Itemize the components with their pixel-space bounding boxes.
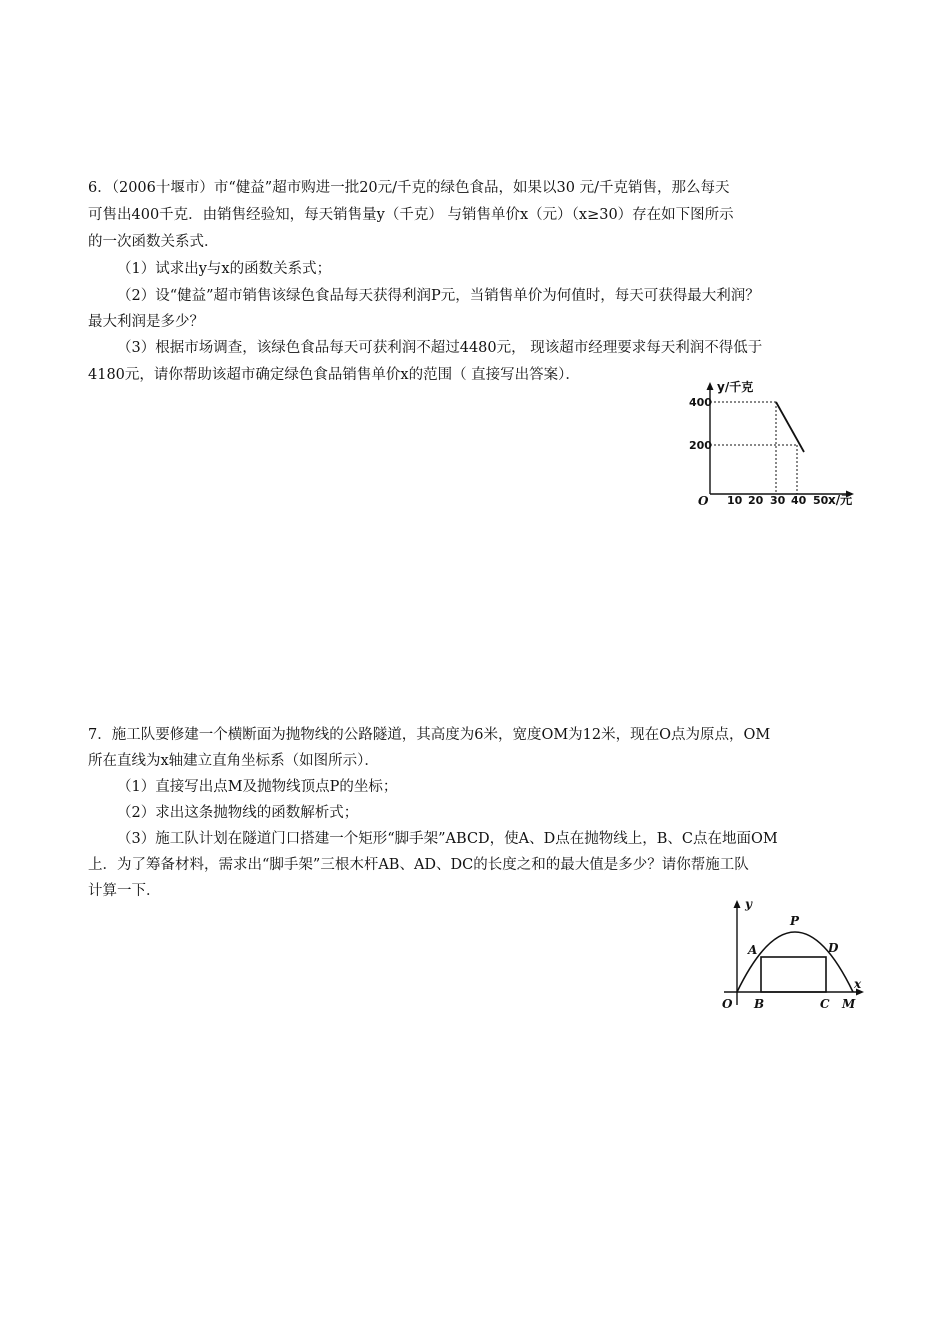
q6-y-tick-400: 400 bbox=[689, 396, 712, 409]
q7-part-2: （2）求出这条抛物线的函数解析式； bbox=[117, 805, 359, 821]
q6-x-tick-30: 30 bbox=[770, 494, 786, 507]
q6-line-6: 最大利润是多少？ bbox=[88, 314, 204, 330]
q7-label-M: M bbox=[842, 997, 856, 1011]
q7-label-C: C bbox=[820, 997, 830, 1011]
q6-x-tick-10: 10 bbox=[727, 494, 743, 507]
q6-part-1: （1）试求出y与x的函数关系式； bbox=[117, 261, 332, 277]
q6-y-arrow bbox=[707, 382, 714, 390]
q6-line-1: 6．（2006十堰市）市“健益”超市购进一批20元/千克的绿色食品，如果以30 元/千克销售，那么每天 bbox=[88, 180, 730, 196]
q6-x-tick-50: 50 bbox=[813, 494, 829, 507]
q6-origin-label: O bbox=[698, 494, 709, 508]
q7-line-6: 上．为了筹备材料，需求出“脚手架”三根木杆AB、AD、DC的长度之和的最大值是多少？请你帮施工队 bbox=[88, 857, 749, 873]
q6-part-2: （2）设“健益”超市销售该绿色食品每天获得利润P元，当销售单价为何值时，每天可获得最大利润？ bbox=[117, 288, 760, 304]
q6-x-tick-40: 40 bbox=[791, 494, 807, 507]
q6-x-axis-label: x/元 bbox=[828, 493, 853, 507]
q6-line-2: 可售出400千克．由销售经验知，每天销售量y（千克） 与销售单价x（元）（x≥30）存在如下图所示 bbox=[88, 207, 734, 223]
q7-line-1: 7．施工队要修建一个横断面为抛物线的公路隧道，其高度为6米，宽度OM为12米，现在O点为原点，OM bbox=[88, 727, 771, 743]
q6-graph bbox=[689, 376, 872, 508]
q7-line-7: 计算一下． bbox=[88, 883, 161, 899]
q6-line-3: 的一次函数关系式． bbox=[88, 234, 219, 250]
q6-y-tick-200: 200 bbox=[689, 439, 712, 452]
q7-scaffold-rect bbox=[761, 957, 826, 992]
q6-line-8: 4180元，请你帮助该超市确定绿色食品销售单价x的范围（ 直接写出答案）． bbox=[88, 367, 580, 383]
q7-x-label: x bbox=[854, 977, 862, 991]
q7-label-A: A bbox=[748, 943, 758, 957]
q7-label-D: D bbox=[828, 941, 839, 955]
q6-part-3: （3）根据市场调查，该绿色食品每天可获利润不超过4480元， 现该超市经理要求每天利润不得低于 bbox=[117, 340, 763, 356]
q7-part-3: （3）施工队计划在隧道门口搭建一个矩形“脚手架”ABCD，使A、D点在抛物线上，B、C点在地面OM bbox=[117, 831, 778, 847]
q7-y-arrow bbox=[734, 900, 741, 908]
q7-label-B: B bbox=[754, 997, 765, 1011]
q7-graph bbox=[714, 895, 874, 1015]
q7-part-1: （1）直接写出点M及抛物线顶点P的坐标； bbox=[117, 779, 398, 795]
q6-y-axis-label: y/千克 bbox=[717, 380, 754, 394]
q7-label-O: O bbox=[722, 997, 733, 1011]
q6-x-tick-20: 20 bbox=[748, 494, 764, 507]
q7-line-2: 所在直线为x轴建立直角坐标系（如图所示）． bbox=[88, 753, 379, 769]
q7-label-P: P bbox=[790, 914, 800, 928]
q7-y-label: y bbox=[745, 897, 752, 911]
